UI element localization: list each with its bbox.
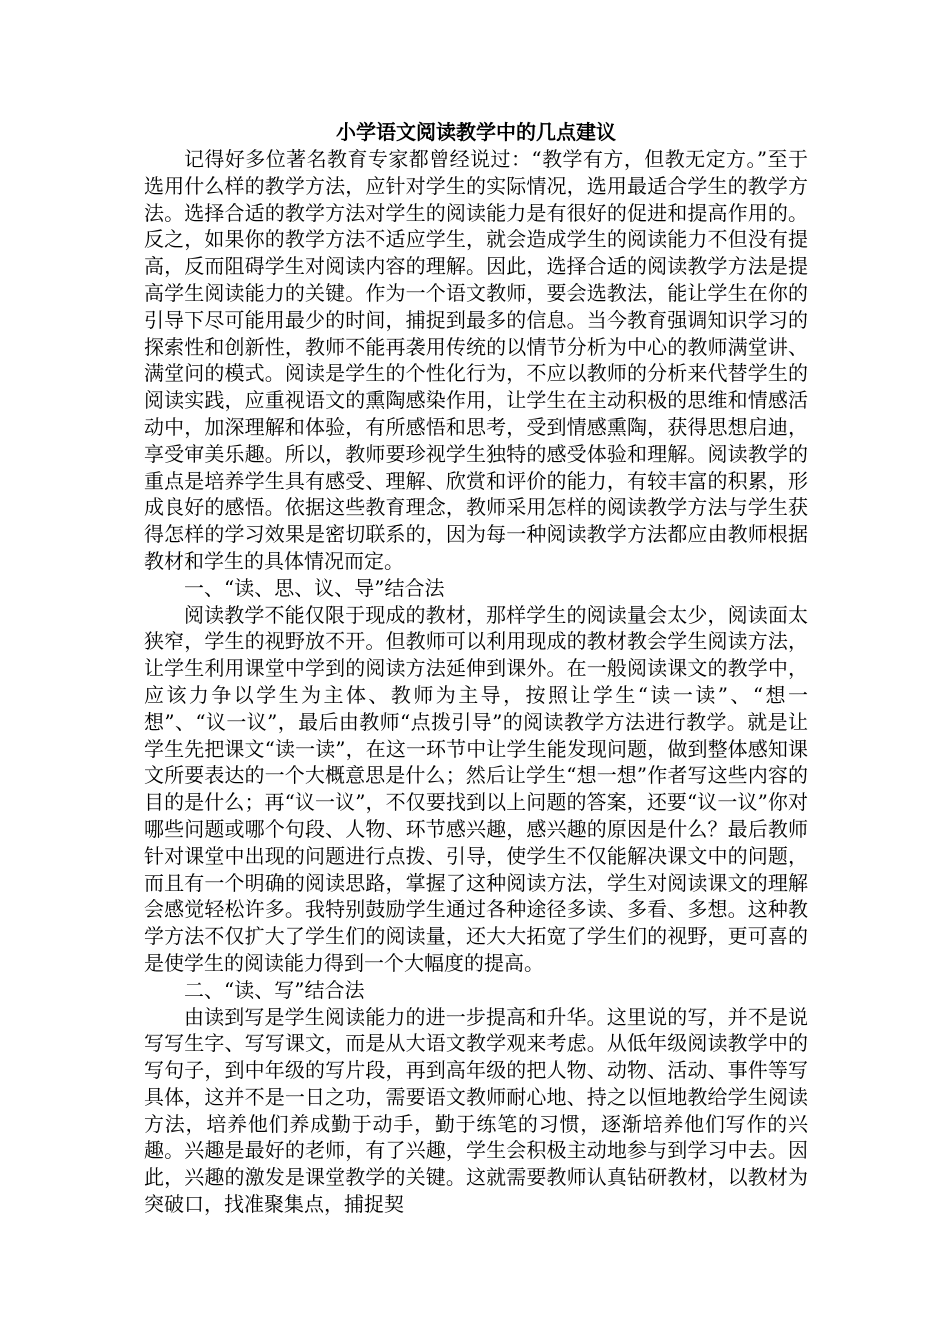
intro-paragraph: 记得好多位著名教育专家都曾经说过：“教学有方，但教无定方。”至于选用什么样的教学方法，应针对学生的实际情况，选用最适合学生的教学方法。选择合适的教学方法对学生的阅读能力是有很好的促进和提高作用的。反之，如果你的教学方法不适应学生，就会造成学生的阅读能力不但没有提高，反而阻碍学生对阅读内容的理解。因此，选择合适的阅读教学方法是提高学生阅读能力的关键。作为一个语文教师，要会选教法，能让学生在你的引导下尽可能用最少的时间，捕捉到最多的信息。当今教育强调知识学习的探索性和创新性，教师不能再袭用传统的以情节分析为中心的教师满堂讲、满堂问的模式。阅读是学生的个性化行为，不应以教师的分析来代替学生的阅读实践，应重视语文的熏陶感染作用，让学生在主动积极的思维和情感活动中，加深理解和体验，有所感悟和思考，受到情感熏陶，获得思想启迪，享受审美乐趣。所以，教师要珍视学生独特的感受体验和理解。阅读教学的重点是培养学生具有感受、理解、欣赏和评价的能力，有较丰富的积累，形成良好的感悟。依据这些教育理念，教师采用怎样的阅读教学方法与学生获得怎样的学习效果是密切联系的，因为每一种阅读教学方法都应由教师根据教材和学生的具体情况而定。 [144,147,808,573]
document-page [144,118,808,1218]
section-1-heading: 一、“读、思、议、导”结合法 [184,575,445,600]
section-1-paragraph: 阅读教学不能仅限于现成的教材，那样学生的阅读量会太少，阅读面太狭窄，学生的视野放不开。但教师可以利用现成的教材教会学生阅读方法，让学生利用课堂中学到的阅读方法延伸到课外。在一般阅读课文的教学中，应该力争以学生为主体、教师为主导，按照让学生“读一读”、“想一想”、“议一议”，最后由教师“点拨引导”的阅读教学方法进行教学。就是让学生先把课文“读一读”，在这一环节中让学生能发现问题，做到整体感知课文所要表达的一个大概意思是什么；然后让学生“想一想”作者写这些内容的目的是什么；再“议一议”，不仅要找到以上问题的答案，还要“议一议”你对哪些问题或哪个句段、人物、环节感兴趣，感兴趣的原因是什么？最后教师针对课堂中出现的问题进行点拨、引导，使学生不仅能解决课文中的问题，而且有一个明确的阅读思路，掌握了这种阅读方法，学生对阅读课文的理解会感觉轻松许多。我特别鼓励学生通过各种途径多读、多看、多想。这种教学方法不仅扩大了学生们的阅读量，还大大拓宽了学生们的视野，更可喜的是使学生的阅读能力得到一个大幅度的提高。 [144,602,808,975]
document-title: 小学语文阅读教学中的几点建议 [336,120,616,144]
section-2-heading: 二、“读、写”结合法 [184,977,365,1002]
section-2-paragraph: 由读到写是学生阅读能力的进一步提高和升华。这里说的写，并不是说写写生字、写写课文，而是从大语文教学观来考虑。从低年级阅读教学中的写句子，到中年级的写片段，再到高年级的把人物、动物、活动、事件等写具体，这并不是一日之功，需要语文教师耐心地、持之以恒地教给学生阅读方法，培养他们养成勤于动手，勤于练笔的习惯，逐渐培养他们写作的兴趣。兴趣是最好的老师，有了兴趣，学生会积极主动地参与到学习中去。因此，兴趣的激发是课堂教学的关键。这就需要教师认真钻研教材，以教材为突破口，找准聚集点，捕捉契 [144,1004,808,1217]
